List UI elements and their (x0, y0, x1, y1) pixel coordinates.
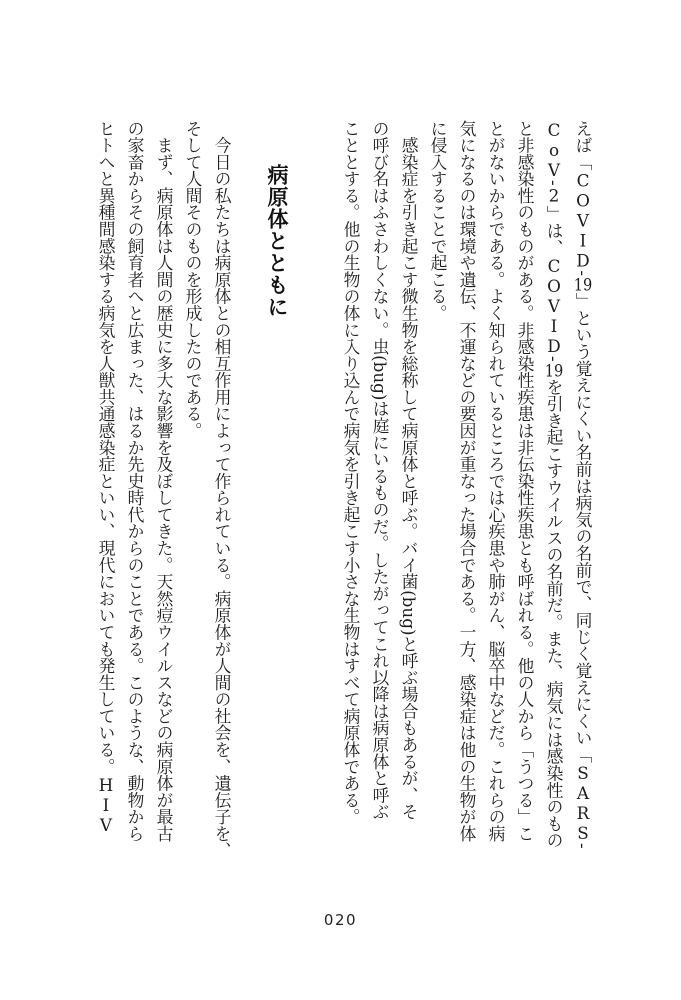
text-column: 気になるのは環境や遺伝、不運などの要因が重なった場合である。一方、感染症は他の生物が体 (457, 120, 477, 842)
latin-sideways-run: (bug) (370, 355, 390, 401)
latin-upright-run: SARS (573, 762, 593, 843)
tate-chu-yoko-run: 19 (573, 276, 593, 293)
paragraph-history-zoonosis (91, 120, 178, 880)
latin-upright-run: COVID (544, 256, 564, 357)
latin-sideways-run: (bug) (399, 590, 419, 636)
paragraph-continued-from-previous-page (423, 120, 597, 880)
text-column: ヒトへと異種間感染する病気を人獣共通感染症といい、現代においても発生している。HIV (96, 120, 116, 835)
text-column: CoV-2」は、COVID-19を引き起こすウイルスの名前だ。また、病気には感染性のもの (544, 120, 564, 849)
text-column: まず、病原体は人間の歴史に多大な影響を及ぼしてきた。天然痘ウイルスなどの病原体が最古 (154, 120, 174, 842)
text-column: こととする。他の生物の体に入り込んで病気を引き起こす小さな生物はすべて病原体である。 (341, 120, 361, 826)
text-column: えば「COVID-19」という覚えにくい名前は病気の名前で、同じく覚えにくい「SARS- (573, 120, 593, 849)
text-column: そして人間そのものを形成したのである。 (183, 120, 203, 440)
paragraph-pathogen-definition (336, 120, 423, 880)
text-column: の家畜からその飼育者へと広まった、はるか先史時代からのことである。このような、動物から (125, 120, 145, 842)
text-column: と非感染性のものがある。非感染性疾患は非伝染性疾患とも呼ばれる。他の人から「うつる」こ (515, 120, 535, 842)
page-number: 020 (323, 911, 358, 929)
section-heading: 病原体とともに (265, 164, 289, 318)
text-column: とがないからである。よく知られているところでは心疾患や肺がん、脳卒中などだ。これらの病 (486, 120, 506, 842)
tate-chu-yoko-run: 19 (544, 361, 564, 379)
text-column: に侵入することで起こる。 (428, 120, 448, 322)
latin-upright-run: HIV (96, 774, 116, 835)
latin-upright-run: COVID (573, 170, 593, 271)
text-column: の呼び名はふさわしくない。虫(bug)は庭にいるものだ。したがってこれ以降は病原体と呼ぶ (370, 120, 390, 821)
text-column: 感染症を引き起こす微生物を総称して病原体と呼ぶ。バイ菌(bug)と呼ぶ場合もあるが、そ (399, 120, 419, 821)
paragraph-interaction-with-pathogens (178, 120, 236, 880)
text-column: 今日の私たちは病原体との相互作用によって作られている。病原体が人間の社会を、遺伝子を、 (212, 120, 232, 859)
latin-upright-run: CoV (544, 120, 564, 180)
latin-upright-run: 2 (544, 185, 564, 206)
vertical-text-block (91, 120, 597, 880)
